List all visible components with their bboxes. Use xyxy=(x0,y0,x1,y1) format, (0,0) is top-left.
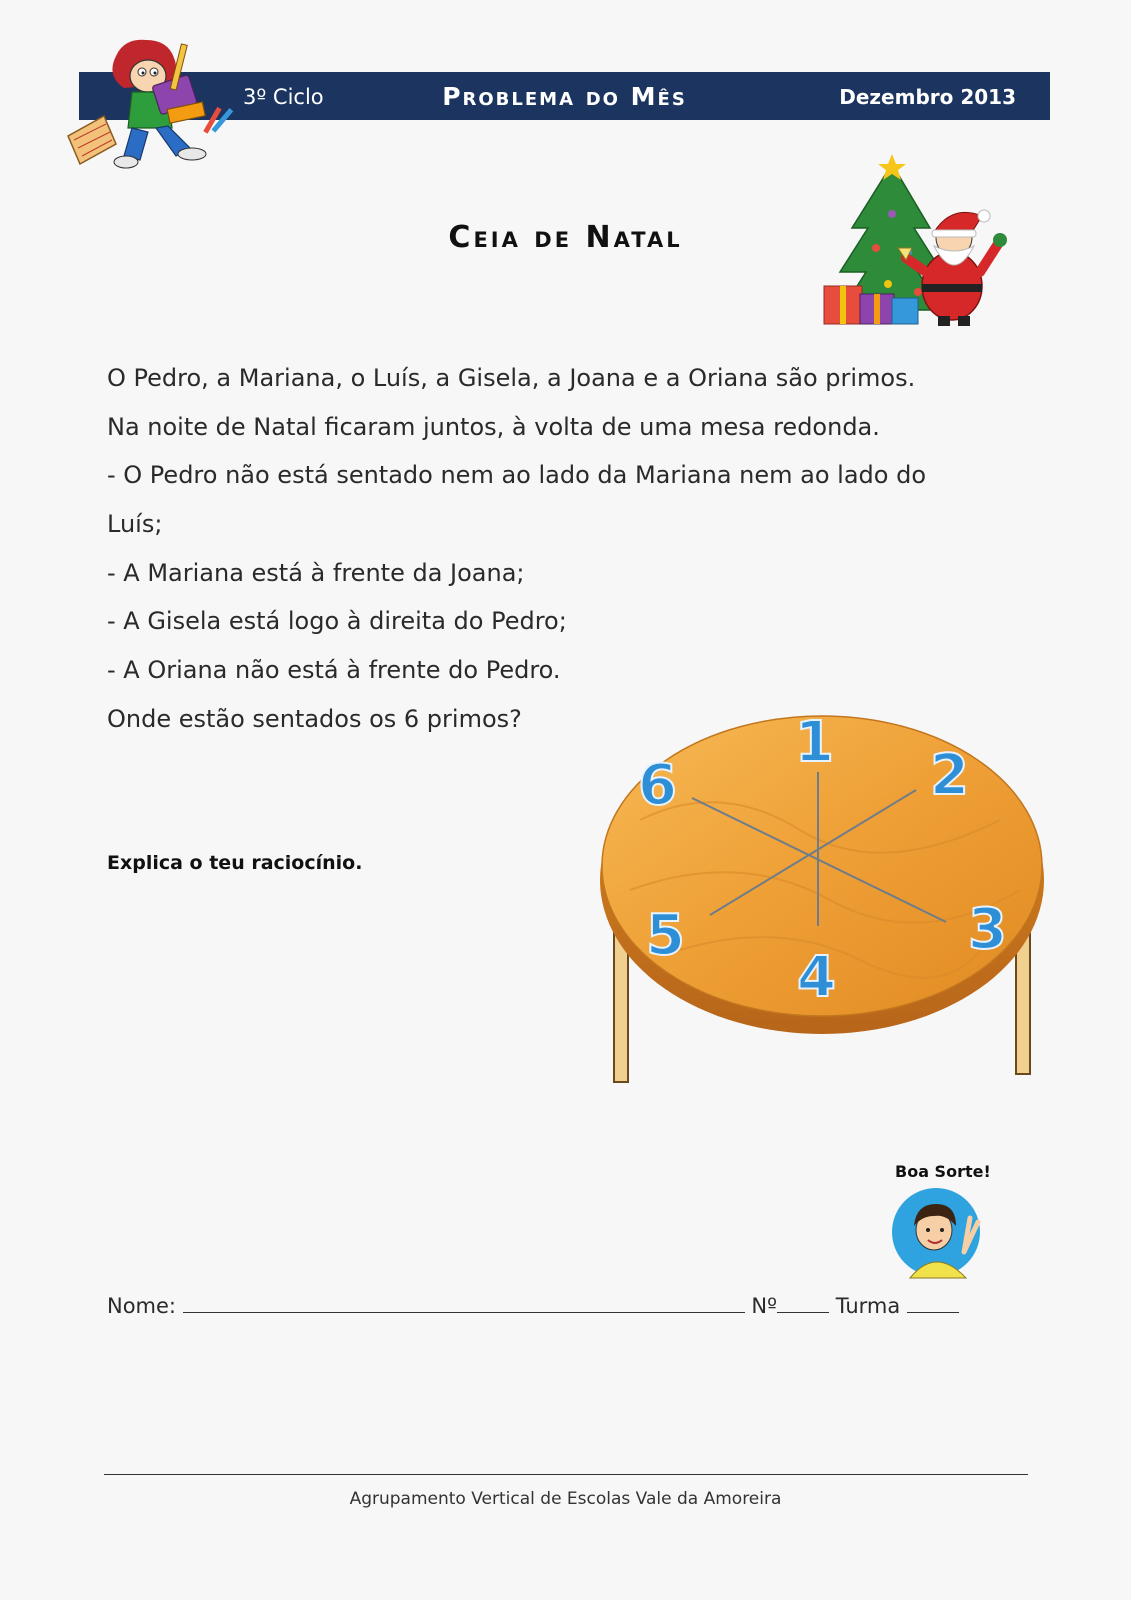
class-label: Turma xyxy=(835,1294,901,1318)
problem-line-2: Na noite de Natal ficaram juntos, à volta de uma mesa redonda. xyxy=(107,413,880,441)
problem-line-3: - O Pedro não está sentado nem ao lado da Mariana nem ao lado do xyxy=(107,461,927,489)
problem-line-1: O Pedro, a Mariana, o Luís, a Gisela, a Joana e a Oriana são primos. xyxy=(107,364,916,392)
seat-number-2: 2 xyxy=(930,743,969,808)
class-field[interactable] xyxy=(907,1294,959,1313)
seat-number-4: 4 xyxy=(797,945,836,1010)
number-field[interactable] xyxy=(777,1294,829,1313)
header-title: Problema do Mês xyxy=(442,82,687,111)
header-cycle: 3º Ciclo xyxy=(243,85,324,109)
number-label: Nº xyxy=(751,1294,777,1318)
seat-number-3: 3 xyxy=(968,897,1007,962)
student-form-row xyxy=(107,1294,959,1318)
good-luck-text: Boa Sorte! xyxy=(895,1162,991,1181)
header-date: Dezembro 2013 xyxy=(839,85,1016,109)
page-title: Ceia de Natal xyxy=(448,220,683,255)
seat-number-5: 5 xyxy=(646,903,685,968)
footer-school-name: Agrupamento Vertical de Escolas Vale da Amoreira xyxy=(349,1489,782,1509)
problem-line-4: Luís; xyxy=(107,510,163,538)
name-label: Nome: xyxy=(107,1294,177,1318)
girl-avatar-illustration xyxy=(890,1186,986,1282)
reading-kid-illustration xyxy=(64,36,244,176)
problem-line-5: - A Mariana está à frente da Joana; xyxy=(107,559,525,587)
footer-divider xyxy=(104,1474,1028,1475)
problem-line-6: - A Gisela está logo à direita do Pedro; xyxy=(107,607,567,635)
seat-number-6: 6 xyxy=(638,753,677,818)
problem-line-7: - A Oriana não está à frente do Pedro. xyxy=(107,656,561,684)
explain-prompt: Explica o teu raciocínio. xyxy=(107,852,363,874)
seat-number-1: 1 xyxy=(795,710,834,775)
name-field[interactable] xyxy=(183,1294,745,1313)
round-table-diagram xyxy=(600,700,1060,1110)
christmas-tree-santa-illustration xyxy=(822,152,1012,334)
problem-question: Onde estão sentados os 6 primos? xyxy=(107,705,522,733)
